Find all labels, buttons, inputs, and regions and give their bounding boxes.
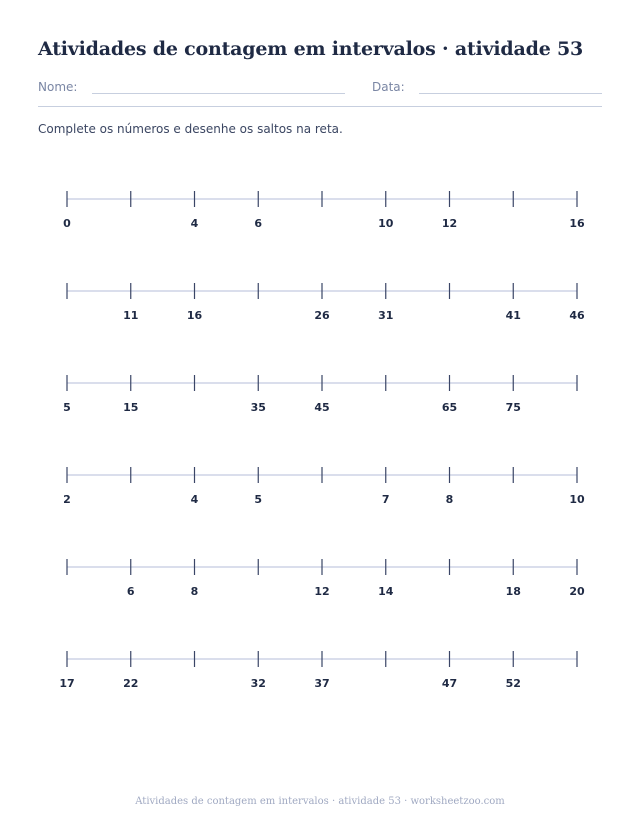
number-line-svg <box>0 557 640 607</box>
tick-label: 5 <box>254 493 263 506</box>
number-line-svg <box>0 373 640 423</box>
tick-label: 75 <box>505 401 521 414</box>
tick-label: 10 <box>569 493 585 506</box>
tick-label: 35 <box>250 401 266 414</box>
tick-label: 16 <box>569 217 585 230</box>
tick-label: 4 <box>190 493 199 506</box>
tick-label: 37 <box>314 677 330 690</box>
tick-label: 14 <box>378 585 394 598</box>
tick-label: 0 <box>63 217 71 230</box>
tick-label: 11 <box>123 309 139 322</box>
tick-label: 6 <box>126 585 135 598</box>
tick-label: 47 <box>441 677 458 690</box>
date-field[interactable] <box>419 93 602 94</box>
instructions-text: Complete os números e desenhe os saltos na reta. <box>38 122 343 136</box>
tick-label: 45 <box>314 401 330 414</box>
tick-label: 31 <box>378 309 394 322</box>
number-line-svg <box>0 189 640 239</box>
name-field[interactable] <box>92 93 345 94</box>
tick-label: 8 <box>190 585 199 598</box>
tick-label: 20 <box>569 585 585 598</box>
tick-label: 16 <box>186 309 203 322</box>
tick-label: 22 <box>123 677 139 690</box>
tick-label: 46 <box>569 309 585 322</box>
page-title: Atividades de contagem em intervalos · atividade 53 <box>38 38 584 60</box>
tick-label: 41 <box>505 309 521 322</box>
tick-label: 17 <box>59 677 75 690</box>
number-line <box>0 649 640 699</box>
tick-label: 15 <box>123 401 139 414</box>
number-line-svg <box>0 465 640 515</box>
number-line <box>0 281 640 331</box>
tick-label: 65 <box>441 401 458 414</box>
number-line-svg <box>0 649 640 699</box>
tick-label: 2 <box>63 493 71 506</box>
footer-text: Atividades de contagem em intervalos · atividade 53 · worksheetzoo.com <box>135 796 505 807</box>
tick-label: 8 <box>445 493 454 506</box>
tick-label: 52 <box>505 677 521 690</box>
tick-label: 10 <box>378 217 394 230</box>
tick-label: 26 <box>314 309 330 322</box>
tick-label: 7 <box>381 493 390 506</box>
tick-label: 32 <box>250 677 266 690</box>
tick-label: 12 <box>441 217 458 230</box>
number-line <box>0 189 640 239</box>
number-line <box>0 465 640 515</box>
tick-label: 6 <box>254 217 263 230</box>
number-line-svg <box>0 281 640 331</box>
tick-label: 4 <box>190 217 199 230</box>
date-label: Data: <box>372 80 405 94</box>
number-line <box>0 373 640 423</box>
tick-label: 18 <box>505 585 521 598</box>
name-label: Nome: <box>38 80 78 94</box>
tick-label: 12 <box>314 585 330 598</box>
tick-label: 5 <box>63 401 71 414</box>
number-line <box>0 557 640 607</box>
header-divider <box>38 106 602 107</box>
